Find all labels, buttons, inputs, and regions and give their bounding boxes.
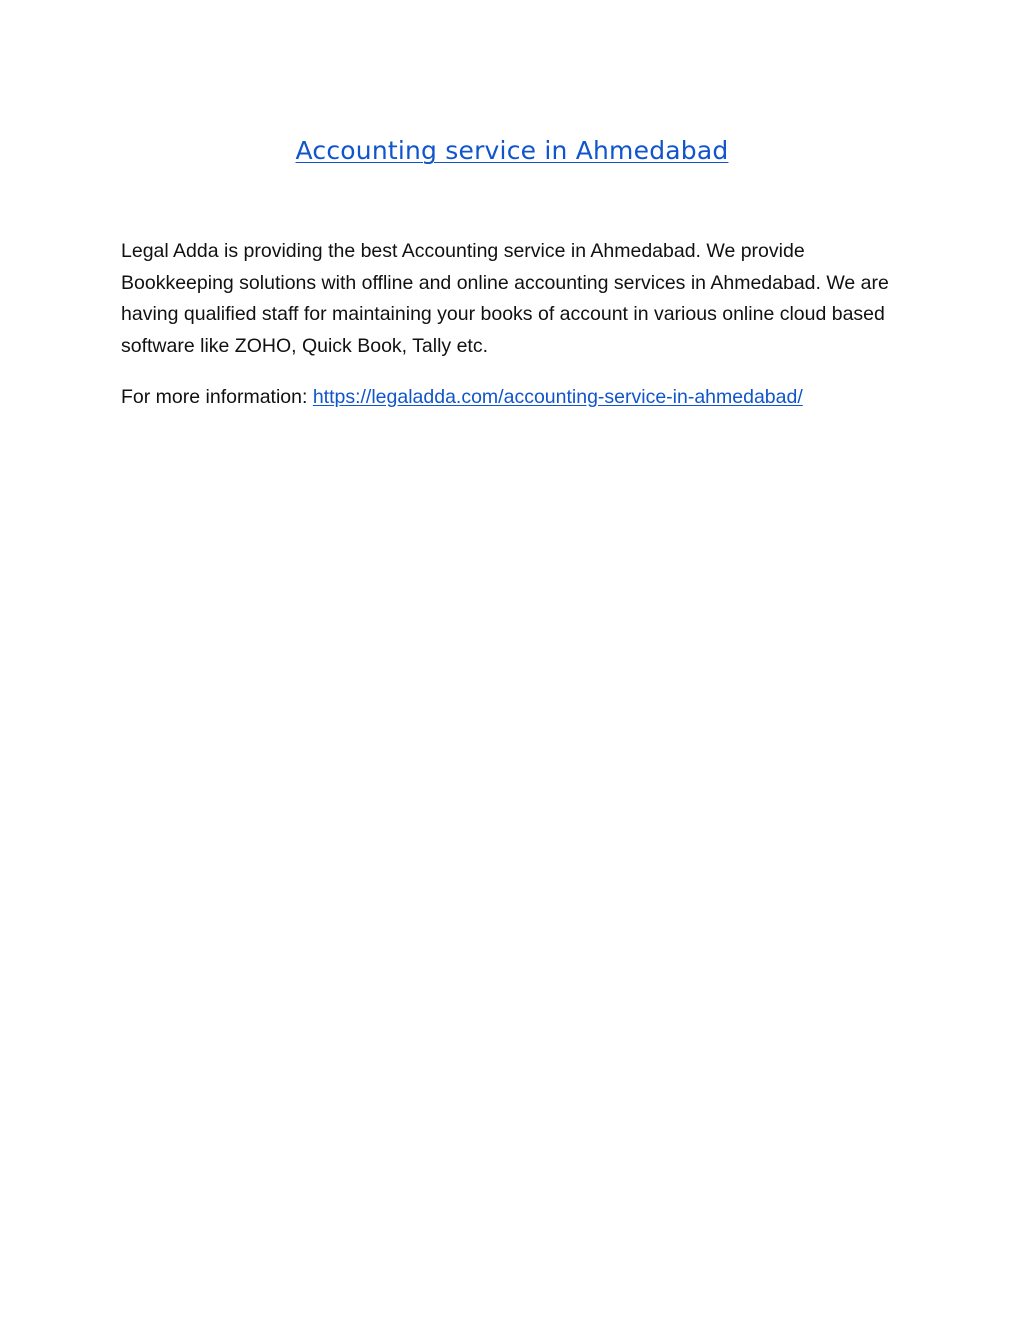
title-container	[0, 136, 1024, 165]
info-url-link[interactable]: https://legaladda.com/accounting-service-in-ahmedabad/	[312, 386, 803, 408]
body-paragraph: Legal Adda is providing the best Accounting service in Ahmedabad. We provide Bookkeeping solutions with offline and online accounting services in Ahmedabad. We are having qualified staff for maintaining your books of account in various online cloud based software like ZOHO, Quick Book, Tally etc.	[121, 240, 889, 358]
info-line	[121, 382, 921, 414]
info-label: For more information:	[121, 386, 313, 408]
document-title-link[interactable]: Accounting service in Ahmedabad	[295, 136, 729, 165]
